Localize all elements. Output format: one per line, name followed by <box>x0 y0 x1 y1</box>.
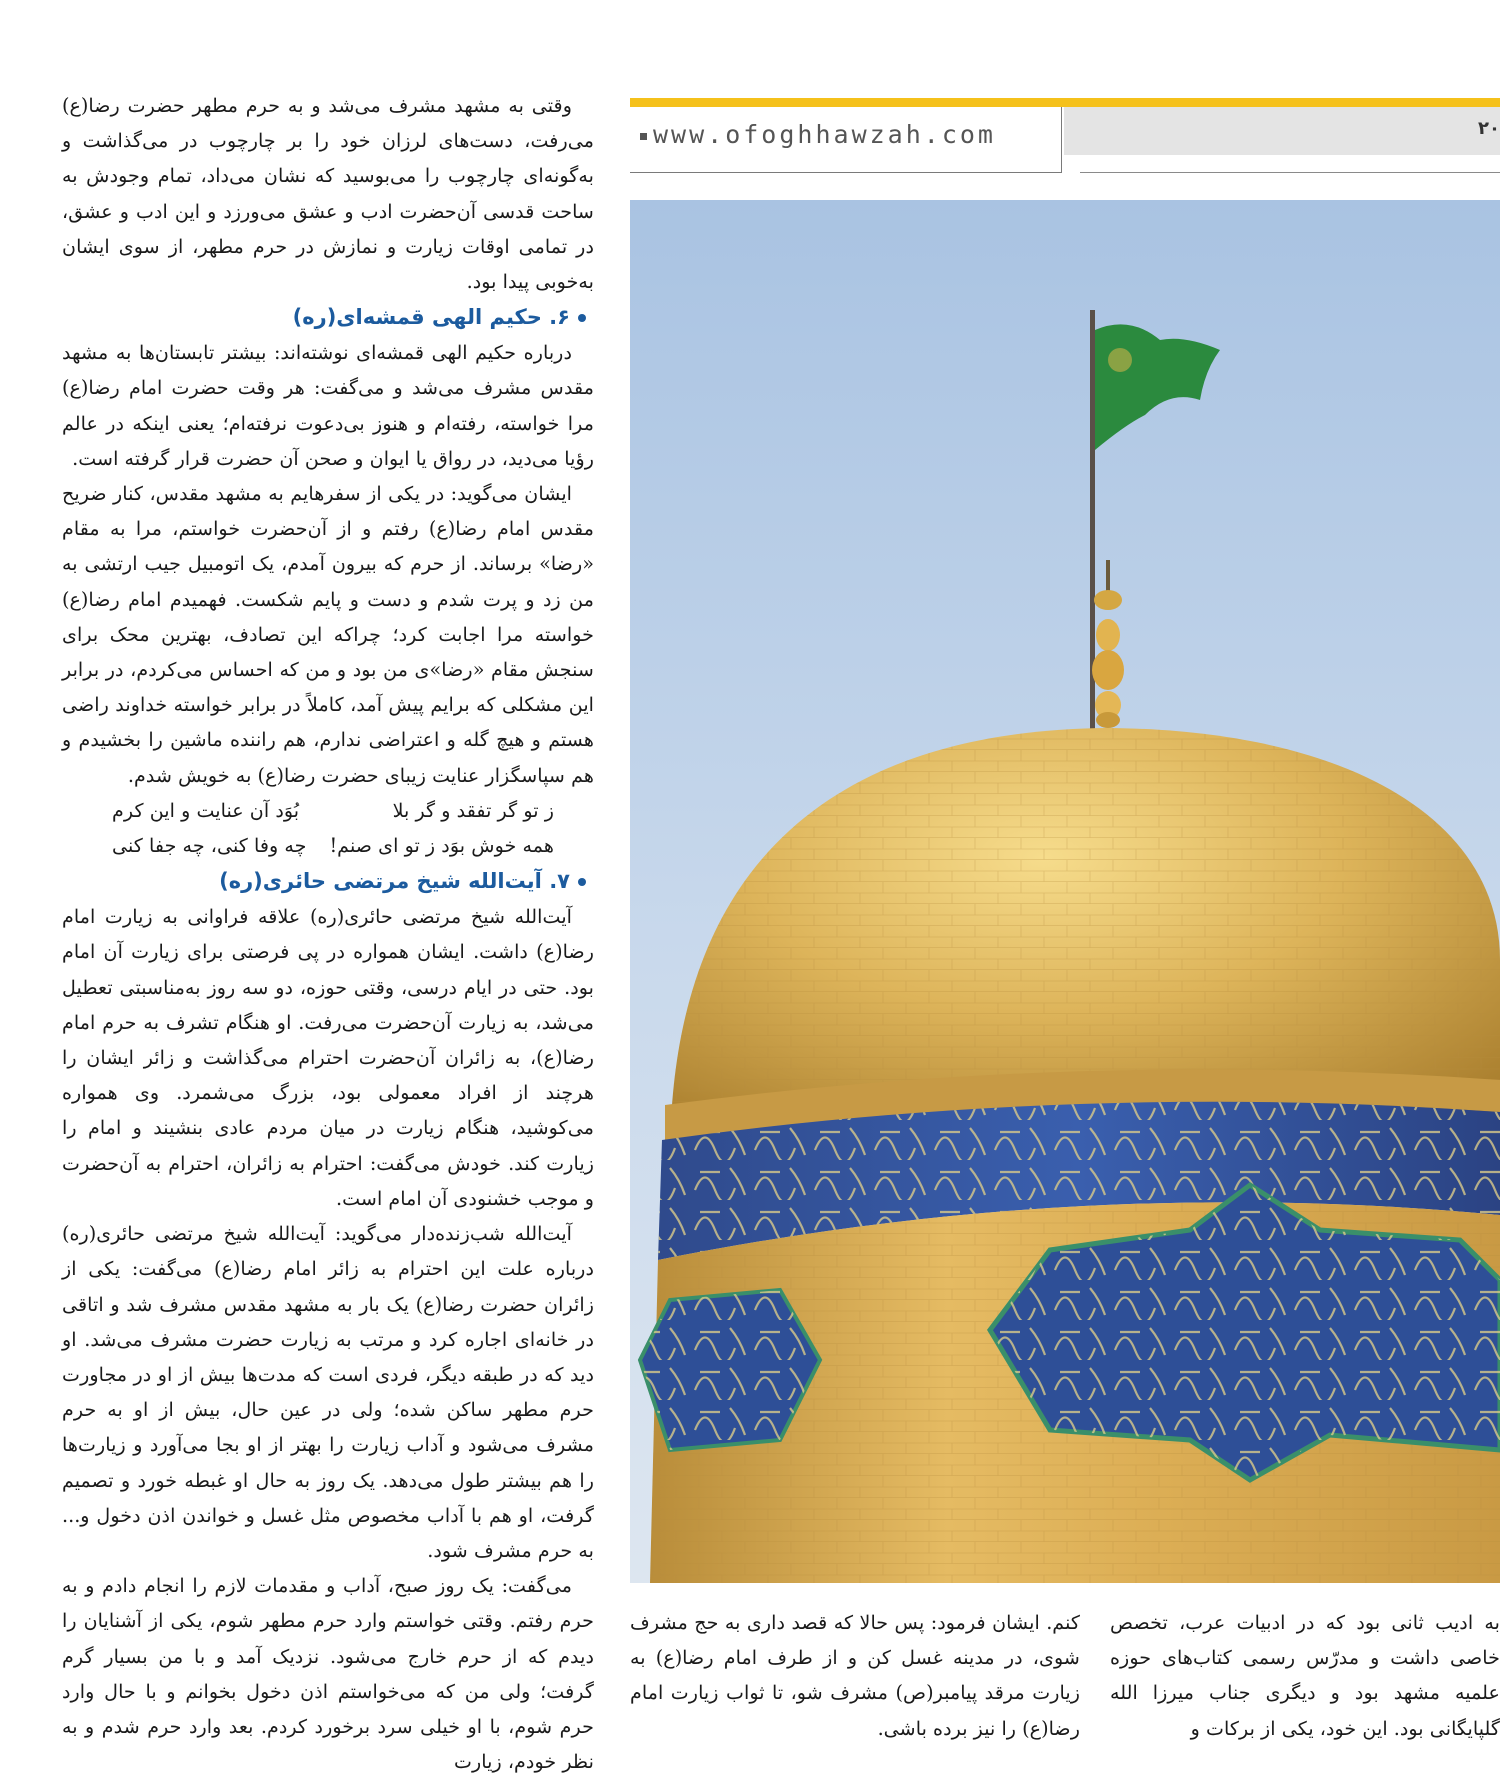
website-url[interactable]: www.ofoghhawzah.com <box>640 120 996 149</box>
paragraph: آیت‌الله شب‌زنده‌دار می‌گوید: آیت‌الله شیخ مرتضی حائری(ره) درباره علت این احترام به زائر امام رضا(ع) می‌گفت: یکی از زائران حضرت رضا(ع) یک بار به مشهد مقدس مشرف شد و اتاقی در خانه‌ای اجاره کرد و مرتب به زیارت حضرت مشرف می‌شد. او دید که در طبقه دیگر، فردی است که مدت‌ها بیش از او در مجاورت حرم مطهر ساکن شده؛ ولی در عین حال، بیش از او به حرم مشرف می‌شود و آداب زیارت را بهتر از او بجا می‌آورد و زیارت‌ها را هم بیشتر طول می‌دهد. یک روز به حال او غبطه خورد و تصمیم گرفت، او هم با آداب مخصوص مثل غسل و خواندن اذن دخول و... به حرم مشرف شود. <box>62 1222 594 1562</box>
paragraph: کنم. ایشان فرمود: پس حالا که قصد داری به حج مشرف شوی، در مدینه غسل کن و از طرف امام رضا(ع) به زیارت مرقد پیامبر(ص) مشرف شو، تا ثواب زیارت امام رضا(ع) را نیز برده باشی. <box>630 1611 1080 1740</box>
article-column <box>62 88 594 1779</box>
header-gray-band <box>1064 107 1500 155</box>
bottom-right-column <box>1110 1605 1500 1746</box>
bottom-middle-column <box>630 1605 1080 1746</box>
paragraph: ایشان می‌گوید: در یکی از سفرهایم به مشهد مقدس، کنار ضریح مقدس امام رضا(ع) رفتم و از آن‌حضرت خواستم، مرا به مقام «رضا» برساند. از حرم که بیرون آمدم، یک اتومبیل جیب ارتشی به من زد و پرت شدم و دست و پایم شکست. فهمیدم امام رضا(ع) خواسته مرا اجابت کرد؛ چراکه این تصادف، بهترین محک برای سنجش مقام «رضا»ی من بود و من که احساس می‌کردم، در برابر این مشکلی که برایم پیش آمد، کاملاً در برابر خواسته خداوند راضی هستم و هیچ گله و اعتراضی ندارم، هم راننده ماشین را بخشیدم و هم سپاسگزار عنایت زیبای حضرت رضا(ع) به خویش شدم. <box>62 482 594 787</box>
verse-line <box>62 793 594 828</box>
paragraph: می‌گفت: یک روز صبح، آداب و مقدمات لازم را انجام دادم و به حرم رفتم. وقتی خواستم وارد حرم مطهر شوم، یکی از آشنایان را دیدم که از حرم خارج می‌شود. نزدیک آمد و با من بسیار گرم گرفت؛ ولی من که می‌خواستم اذن دخول بخوانم و با حال وارد حرم شوم، با او خیلی سرد برخورد کردم. بعد وارد حرم شدم و به نظر خودم، زیارت <box>62 1574 594 1774</box>
verse-hemistich: بُوَد آن عنایت و این کرم <box>112 798 300 822</box>
bullet-icon <box>578 878 586 886</box>
section-heading-7: ۷. آیت‌الله شیخ مرتضی حائری(ره) <box>62 863 594 899</box>
verse-hemistich: همه خوش بوَد ز تو ای صنم! <box>329 834 554 858</box>
verse-hemistich: ز تو گر تفقد و گر بلا <box>392 798 554 822</box>
paragraph: به ادیب ثانی بود که در ادبیات عرب، تخصص خاصی داشت و مدرّس رسمی کتاب‌های حوزه علمیه مشهد بود و دیگری جناب میرزا الله گلپایگانی بود. این خود، یکی از برکات و <box>1110 1611 1500 1740</box>
square-bullet-icon <box>640 133 647 140</box>
paragraph: درباره حکیم الهی قمشه‌ای نوشته‌اند: بیشتر تابستان‌ها به مشهد مقدس مشرف می‌شد و می‌گفت: هر وقت حضرت امام رضا(ع) مرا خواسته، رفته‌ام و هنوز بی‌دعوت نرفته‌ام؛ یعنی اینکه در عالم رؤیا می‌دید، در رواق یا ایوان و صحن آن حضرت قرار گرفته است. <box>62 341 594 470</box>
verse-line <box>62 828 594 863</box>
verse-hemistich: چه وفا کنی، چه جفا کنی <box>112 834 307 858</box>
dome-illustration <box>630 200 1500 1583</box>
header-divider <box>1080 172 1500 173</box>
paragraph: آیت‌الله شیخ مرتضی حائری(ره) علاقه فراوانی به زیارت امام رضا(ع) داشت. ایشان همواره در پی فرصتی برای زیارت آن امام بود. حتی در ایام درسی، وقتی حوزه، دو سه روز به‌مناسبتی تعطیل می‌شد، به زیارت آن‌حضرت می‌رفت. او هنگام تشرف به حرم امام رضا(ع)، به زائران آن‌حضرت احترام می‌گذاشت و زائر ایشان را هرچند از افراد معمولی بود، بزرگ می‌شمرد. وی همواره می‌کوشید، هنگام زیارت در میان مردم عادی بنشیند و امام را زیارت کند. خودش می‌گفت: احترام به زائران، احترام به آن‌حضرت و موجب خشنودی آن امام است. <box>62 905 594 1210</box>
yellow-top-bar <box>630 98 1500 107</box>
shrine-dome-photo <box>630 200 1500 1583</box>
paragraph: وقتی به مشهد مشرف می‌شد و به حرم مطهر حضرت رضا(ع) می‌رفت، دست‌های لرزان خود را بر چارچوب در می‌گذاشت و به‌گونه‌ای چارچوب را می‌بوسید که نشان می‌داد، تمام وجودش به ساحت قدسی آن‌حضرت ادب و عشق می‌ورزد و این ادب و عشق، در تمامی اوقات زیارت و نمازش در حرم مطهر، از سوی ایشان به‌خوبی پیدا بود. <box>62 94 594 294</box>
page-number: ۲۰ <box>1478 118 1500 139</box>
section-heading-6: ۶. حکیم الهی قمشه‌ای(ره) <box>62 299 594 335</box>
bullet-icon <box>578 314 586 322</box>
